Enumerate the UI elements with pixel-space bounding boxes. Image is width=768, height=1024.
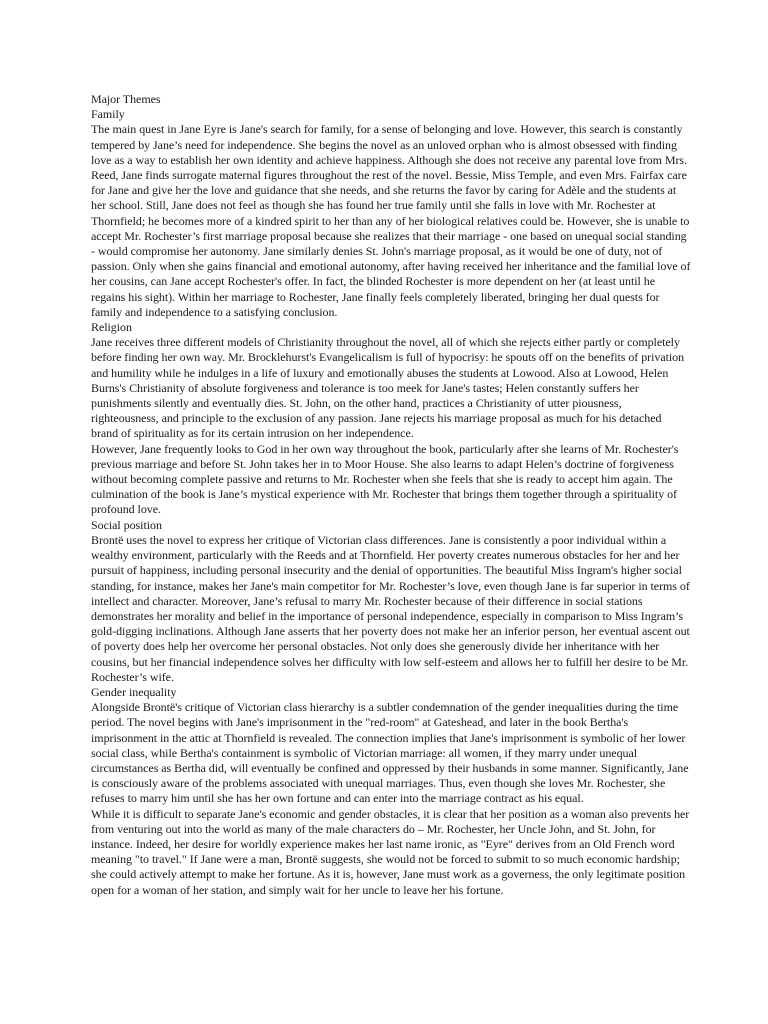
document-title: Major Themes xyxy=(91,92,161,106)
section-heading-gender-inequality: Gender inequality xyxy=(91,684,177,699)
paragraph-religion-1: Jane receives three different models of Christianity throughout the novel, all of which she rejects either partly or completely before finding her own way. Mr. Brocklehurst's Evangelicalism is full of hypocrisy: he spouts off on the benefits of privation and humility while he indulges in a life of luxury and emotionally abuses the students at Lowood. Also at Lowood, Helen Burns's Christianity of absolute forgiveness and tolerance is too meek for Jane's tastes; Helen constantly suffers her punishments silently and eventually dies. St. John, on the other hand, practices a Christianity of utter piousness, righteousness, and principle to the exclusion of any passion. Jane rejects his marriage proposal as much for his detached brand of spirituality as for its certain intrusion on her independence. xyxy=(91,335,685,441)
document-page xyxy=(91,92,691,898)
paragraph-family-1: The main quest in Jane Eyre is Jane's search for family, for a sense of belonging and love. However, this search is constantly tempered by Jane’s need for independence. She begins the novel as an unloved orphan who is almost obsessed with finding love as a way to establish her own identity and achieve happiness. Although she does not receive any parental love from Mrs. Reed, Jane finds surrogate maternal figures throughout the rest of the novel. Bessie, Miss Temple, and even Mrs. Fairfax care for Jane and give her the love and guidance that she needs, and she returns the favor by caring for Adèle and the students at her school. Still, Jane does not feel as though she has found her true family until she falls in love with Mr. Rochester at Thornfield; he becomes more of a kindred spirit to her than any of her biological relatives could be. However, she is unable to accept Mr. Rochester’s first marriage proposal because she realizes that their marriage - one based on unequal social standing - would compromise her autonomy. Jane similarly denies St. John's marriage proposal, as it would be one of duty, not of passion. Only when she gains financial and emotional autonomy, after having received her inheritance and the familial love of her cousins, can Jane accept Rochester's offer. In fact, the blinded Rochester is more dependent on her (at least until he regains his sight). Within her marriage to Rochester, Jane finally feels completely liberated, bringing her dual quests for family and independence to a satisfying conclusion. xyxy=(91,122,691,319)
paragraph-religion-2: However, Jane frequently looks to God in her own way throughout the book, particularly after she learns of Mr. Rochester's previous marriage and before St. John takes her in to Moor House. She also learns to adapt Helen’s doctrine of forgiveness without becoming complete passive and returns to Mr. Rochester when she feels that she is ready to accept him again. The culmination of the book is Jane’s mystical experience with Mr. Rochester that brings them together through a spirituality of profound love. xyxy=(91,441,679,517)
paragraph-gender-inequality-2: While it is difficult to separate Jane's economic and gender obstacles, it is clear that her position as a woman also prevents her from venturing out into the world as many of the male characters do – Mr. Rochester, her Uncle John, and St. John, for instance. Indeed, her desire for worldly experience makes her last name ironic, as "Eyre" derives from an Old French word meaning "to travel." If Jane were a man, Brontë suggests, she would not be forced to submit to so much economic hardship; she could actively attempt to make her fortune. As it is, however, Jane must work as a governess, the only legitimate position open for a woman of her station, and simply wait for her uncle to leave her his fortune. xyxy=(91,806,690,897)
paragraph-social-position-1: Brontë uses the novel to express her critique of Victorian class differences. Jane is consistently a poor individual within a wealthy environment, particularly with the Reeds and at Thornfield. Her poverty creates numerous obstacles for her and her pursuit of happiness, including personal insecurity and the denial of opportunities. The beautiful Miss Ingram's higher social standing, for instance, makes her Jane's main competitor for Mr. Rochester’s love, even though Jane is far superior in terms of intellect and character. Moreover, Jane’s refusal to marry Mr. Rochester because of their difference in social stations demonstrates her morality and belief in the importance of personal independence, especially in comparison to Miss Ingram’s gold-digging inclinations. Although Jane asserts that her poverty does not make her an inferior person, her eventual ascent out of poverty does help her overcome her personal obstacles. Not only does she generously divide her inheritance with her cousins, but her financial independence solves her difficulty with low self-esteem and allows her to fulfill her desire to be Mr. Rochester’s wife. xyxy=(91,532,690,684)
section-heading-social-position: Social position xyxy=(91,517,162,532)
section-heading-family: Family xyxy=(91,107,125,122)
section-heading-religion: Religion xyxy=(91,320,132,335)
paragraph-gender-inequality-1: Alongside Brontë's critique of Victorian class hierarchy is a subtler condemnation of the gender inequalities during the time period. The novel begins with Jane's imprisonment in the "red-room" at Gateshead, and later in the book Bertha's imprisonment in the attic at Thornfield is revealed. The connection implies that Jane's imprisonment is symbolic of her lower social class, while Bertha's containment is symbolic of Victorian marriage: all women, if they marry under unequal circumstances as Bertha did, will eventually be confined and oppressed by their husbands in some manner. Significantly, Jane is consciously aware of the problems associated with unequal marriages. Thus, even though she loves Mr. Rochester, she refuses to marry him until she has her own fortune and can enter into the marriage contract as his equal. xyxy=(91,700,689,806)
